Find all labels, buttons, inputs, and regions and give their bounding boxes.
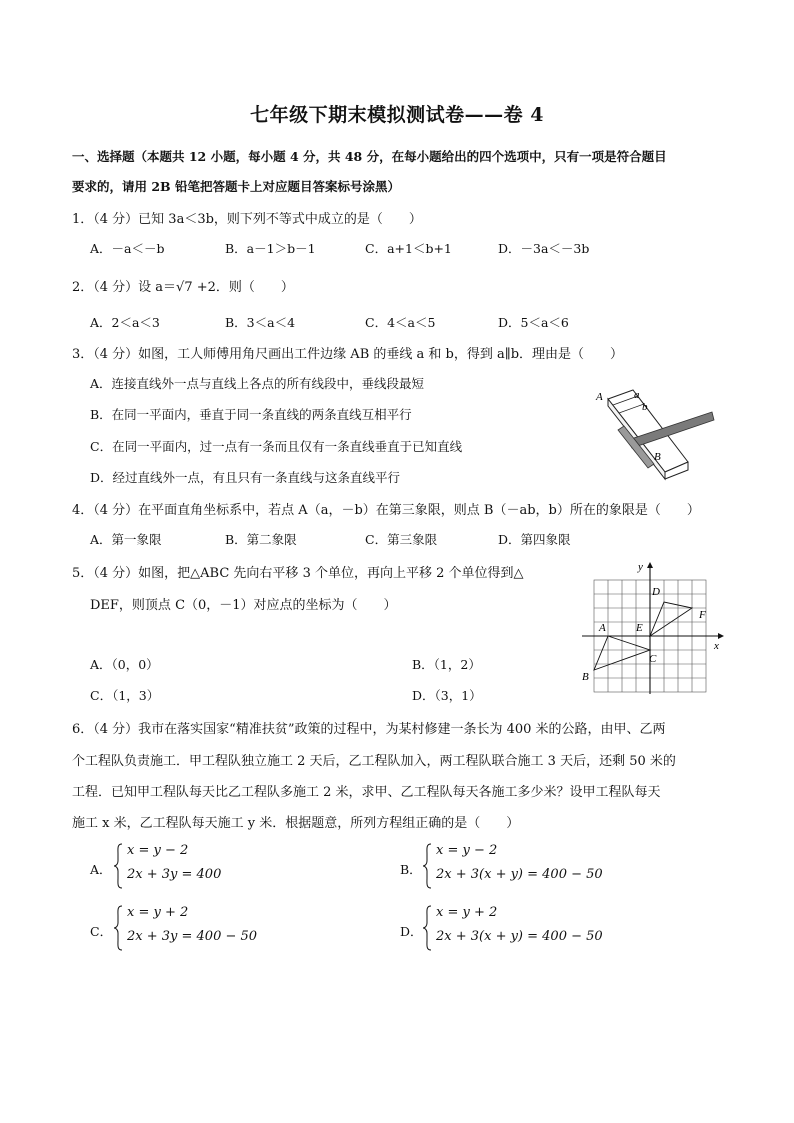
question-1-option-c: C．a+1＜b+1: [365, 241, 452, 256]
question-6-option-a-eq1: x = y − 2: [127, 843, 189, 858]
question-2-option-b: B．3＜a＜4: [225, 315, 296, 330]
question-5-option-b: B．（1，2）: [412, 657, 481, 672]
question-6-option-d-system: [422, 905, 622, 953]
question-4-option-b: B．第二象限: [225, 532, 297, 547]
question-2-option-a: A．2＜a＜3: [90, 315, 160, 330]
question-2-option-c: C．4＜a＜5: [365, 315, 436, 330]
figure3-label-B: B: [654, 451, 661, 463]
section-header-line1: 一、选择题（本题共 12 小题，每小题 4 分，共 48 分，在每小题给出的四个选项中，只有一项是符合题目: [72, 149, 667, 164]
question-6-option-a-eq2: 2x + 3y = 400: [127, 867, 222, 882]
question-4-option-a: A．第一象限: [90, 532, 162, 547]
question-6-option-b-eq2: 2x + 3(x + y) = 400 − 50: [436, 867, 603, 882]
figure3-label-b: b: [642, 401, 648, 413]
question-6-option-d-eq1: x = y + 2: [436, 905, 498, 920]
question-6-stem-line1: 6．（4 分）我市在落实国家“精准扶贫”政策的过程中，为某村修建一条长为 400 米的公路，由甲、乙两: [72, 722, 666, 737]
question-6-stem-line4: 施工 x 米，乙工程队每天施工 y 米．根据题意，所列方程组正确的是（ ）: [72, 816, 520, 831]
question-3-option-d: D．经过直线外一点，有且只有一条直线与这条直线平行: [90, 470, 401, 485]
question-3-figure: [588, 384, 718, 484]
question-6-option-d-label: D．: [400, 924, 423, 939]
figure5-label-C: C: [649, 653, 657, 665]
figure5-label-E: E: [636, 622, 643, 634]
brace-icon: [422, 905, 432, 951]
question-1-stem: 1．（4 分）已知 3a＜3b，则下列不等式中成立的是（ ）: [72, 212, 422, 227]
page-title: 七年级下期末模拟测试卷——卷 4: [250, 104, 544, 126]
question-6-option-a-system: [113, 843, 273, 891]
brace-icon: [113, 843, 123, 889]
question-6-option-c-label: C．: [90, 924, 113, 939]
question-6-stem-line3: 工程．已知甲工程队每天比乙工程队多施工 2 米，求甲、乙工程队每天各施工多少米？设甲工程队每天: [72, 785, 661, 800]
question-3-option-b: B．在同一平面内，垂直于同一条直线的两条直线互相平行: [90, 407, 412, 422]
question-6-option-c-system: [113, 905, 283, 953]
question-4-option-c: C．第三象限: [365, 532, 438, 547]
question-4-option-d: D．第四象限: [498, 532, 571, 547]
question-2-option-d: D．5＜a＜6: [498, 315, 569, 330]
question-5-stem-line2: DEF，则顶点 C（0，－1）对应点的坐标为（ ）: [90, 598, 397, 613]
question-5-option-a: A．（0，0）: [90, 657, 159, 672]
question-6-option-b-label: B．: [400, 862, 422, 877]
figure3-label-A: A: [596, 391, 603, 403]
figure3-label-a: a: [634, 389, 640, 401]
question-3-option-c: C．在同一平面内，过一点有一条而且仅有一条直线垂直于已知直线: [90, 439, 463, 454]
question-6-option-d-eq2: 2x + 3(x + y) = 400 − 50: [436, 929, 603, 944]
brace-icon: [422, 843, 432, 889]
figure5-label-B: B: [582, 671, 589, 683]
question-5-figure: [578, 560, 728, 695]
question-5-option-d: D．（3，1）: [412, 688, 482, 703]
question-5-stem-line1: 5．（4 分）如图，把△ABC 先向右平移 3 个单位，再向上平移 2 个单位得到△: [72, 566, 524, 581]
question-1-option-d: D．－3a＜－3b: [498, 241, 590, 256]
question-1-option-b: B．a－1＞b－1: [225, 241, 316, 256]
question-6-option-b-system: [422, 843, 622, 891]
question-1-option-a: A．－a＜－b: [90, 241, 165, 256]
figure5-label-A: A: [599, 622, 606, 634]
brace-icon: [113, 905, 123, 951]
question-3-option-a: A．连接直线外一点与直线上各点的所有线段中，垂线段最短: [90, 376, 425, 391]
question-6-stem-line2: 个工程队负责施工．甲工程队独立施工 2 天后，乙工程队加入，两工程队联合施工 3 天后，还剩 50 米的: [72, 754, 676, 769]
figure5-label-D: D: [652, 586, 660, 598]
question-5-option-c: C．（1，3）: [90, 688, 160, 703]
question-2-stem: 2．（4 分）设 a＝√7 +2．则（ ）: [72, 280, 294, 295]
figure5-label-y: y: [638, 561, 643, 573]
question-3-stem: 3．（4 分）如图，工人师傅用角尺画出工件边缘 AB 的垂线 a 和 b，得到 a∥b．理由是（ ）: [72, 347, 624, 362]
question-4-stem: 4．（4 分）在平面直角坐标系中，若点 A（a，－b）在第三象限，则点 B（－ab，b）所在的象限是（ ）: [72, 503, 700, 518]
question-6-option-a-label: A．: [90, 862, 112, 877]
question-6-option-b-eq1: x = y − 2: [436, 843, 498, 858]
figure5-label-F: F: [699, 609, 706, 621]
question-6-option-c-eq2: 2x + 3y = 400 − 50: [127, 929, 258, 944]
question-6-option-c-eq1: x = y + 2: [127, 905, 189, 920]
section-header-line2: 要求的，请用 2B 铅笔把答题卡上对应题目答案标号涂黑）: [72, 179, 400, 194]
figure5-label-x: x: [714, 640, 719, 652]
